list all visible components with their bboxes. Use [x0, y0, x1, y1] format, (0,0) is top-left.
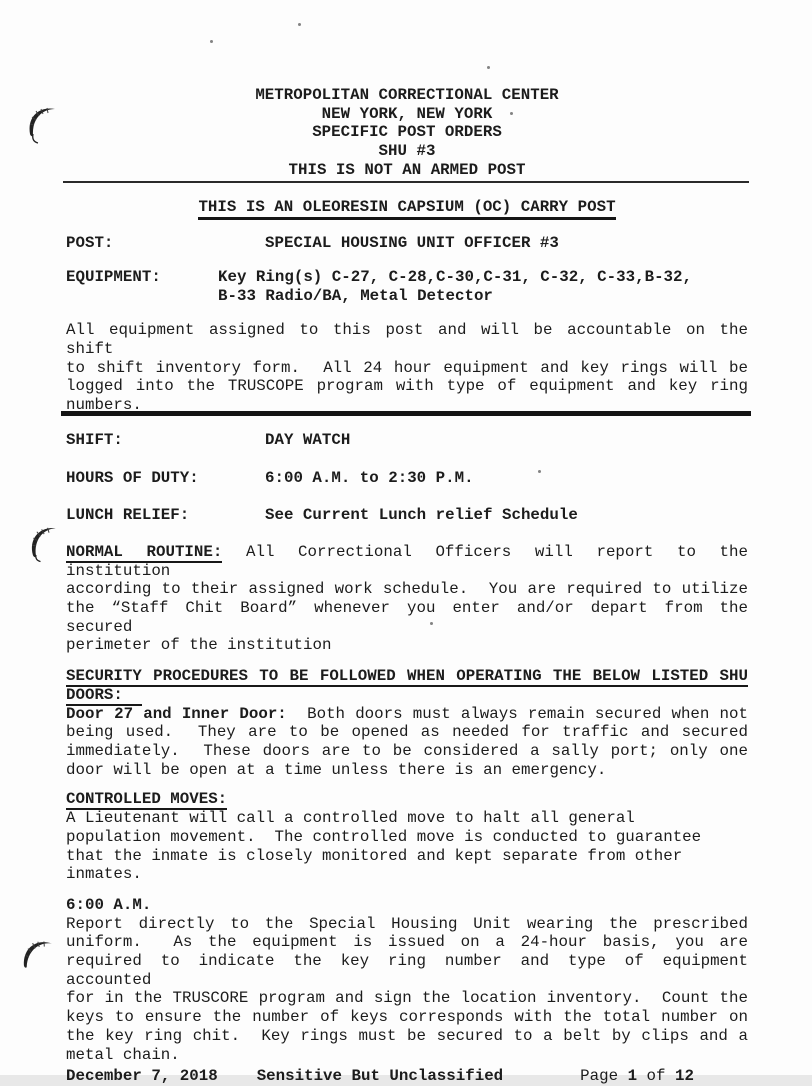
footer-page-number	[580, 1067, 694, 1086]
text-line	[66, 543, 748, 580]
text-segment: NEW YORK, NEW YORK	[321, 104, 493, 123]
text-line	[66, 809, 748, 828]
normal-routine-paragraph	[66, 543, 748, 655]
underlined-heading-text: NORMAL ROUTINE:	[66, 542, 223, 561]
footer-date: December 7, 2018	[66, 1067, 218, 1086]
text-segment: metal chain.	[66, 1045, 180, 1064]
text-segment: according to their assigned work schedule. You are required to utilize	[66, 580, 748, 599]
text-line	[66, 599, 748, 636]
bold-text: 6:00 A.M.	[66, 895, 152, 914]
shift-row	[66, 431, 748, 450]
text-line	[66, 1008, 748, 1027]
text-segment: keys to ensure the number of keys corresponds with the total number on	[66, 1008, 748, 1027]
text-line	[66, 915, 748, 934]
text-segment: immediately. These doors are to be considered a sally port; only one	[66, 741, 748, 760]
scan-speck	[298, 23, 301, 26]
text-segment: perimeter of the institution	[66, 636, 332, 655]
text-segment: All Correctional Officers will report to the institution	[66, 542, 748, 580]
text-line	[66, 359, 748, 378]
text-segment: logged into the TRUSCOPE program with type of equipment and key ring	[66, 377, 748, 396]
oc-banner-row	[66, 198, 748, 217]
lunch-relief-value: See Current Lunch relief Schedule	[265, 506, 578, 525]
hours-of-duty-value: 6:00 A.M. to 2:30 P.M.	[265, 468, 474, 487]
scan-speck	[487, 66, 490, 69]
text-segment: required to indicate the key ring number and type of equipment accounted	[66, 952, 748, 989]
text-segment: the key ring chit. Key rings must be secured to a belt by clips and a	[66, 1026, 748, 1045]
underlined-heading-text: CONTROLLED MOVES:	[66, 790, 228, 809]
text-segment: All equipment assigned to this post and will be accountable on the shift	[66, 321, 748, 359]
text-segment: numbers.	[66, 396, 142, 415]
post-row	[66, 234, 748, 253]
underlined-heading-text: DOORS:	[66, 685, 142, 704]
six-am-heading	[66, 896, 748, 915]
text-line	[66, 105, 748, 124]
text-segment: SPECIFIC POST ORDERS	[312, 123, 502, 142]
text-line	[66, 828, 748, 847]
equipment-accountability-paragraph	[66, 321, 748, 415]
text-line	[66, 761, 748, 780]
oc-carry-post-banner: THIS IS AN OLEORESIN CAPSIUM (OC) CARRY POST	[198, 198, 615, 220]
hours-of-duty-label: HOURS OF DUTY:	[66, 468, 199, 487]
text-line	[66, 705, 748, 724]
text-line	[66, 580, 748, 599]
controlled-moves-paragraph	[66, 809, 748, 884]
text-line	[66, 989, 748, 1008]
equipment-row	[66, 268, 748, 305]
scan-speck	[510, 112, 513, 115]
footer-classification: Sensitive But Unclassified	[256, 1067, 504, 1086]
shift-value: DAY WATCH	[265, 430, 351, 449]
text-segment: population movement. The controlled move is conducted to guarantee	[66, 827, 702, 846]
text-line	[66, 123, 748, 142]
bold-text: Door 27 and Inner Door:	[66, 704, 287, 723]
text-line	[66, 142, 748, 161]
scan-artifact-crescent	[17, 934, 62, 981]
controlled-moves-heading	[66, 790, 748, 809]
post-value: SPECIAL HOUSING UNIT OFFICER #3	[265, 234, 559, 253]
equipment-value	[218, 268, 692, 305]
text-segment: that the inmate is closely monitored and kept separate from other	[66, 846, 683, 865]
lunch-relief-label: LUNCH RELIEF:	[66, 506, 190, 525]
text-line	[66, 896, 748, 915]
text-segment: for in the TRUSCORE program and sign the location inventory. Count the	[66, 989, 748, 1008]
lunch-relief-row	[66, 506, 748, 525]
text-line	[66, 377, 748, 396]
text-segment: THIS IS NOT AN ARMED POST	[288, 160, 526, 179]
text-segment: uniform. As the equipment is issued on a 24-hour basis, you are	[66, 933, 748, 952]
text-line	[66, 865, 748, 884]
text-segment: A Lieutenant will call a controlled move to halt all general	[66, 809, 635, 828]
scan-speck	[538, 470, 541, 473]
post-label: POST:	[66, 234, 114, 253]
text-line	[66, 321, 748, 358]
six-am-paragraph	[66, 915, 748, 1065]
underlined-heading-text: SECURITY PROCEDURES TO BE FOLLOWED WHEN OPERATING THE BELOW LISTED SHU	[66, 667, 748, 686]
bold-text: 12	[674, 1067, 694, 1086]
text-line	[66, 1046, 748, 1065]
section-divider-rule	[61, 411, 751, 416]
text-segment: Both doors must always remain secured when not	[286, 704, 748, 723]
text-line	[580, 1067, 694, 1086]
text-segment: to shift inventory form. All 24 hour equipment and key rings will be	[66, 358, 748, 377]
door-27-paragraph	[66, 705, 748, 780]
text-segment: of	[637, 1067, 675, 1086]
document-footer	[66, 1067, 748, 1086]
text-segment: SHU #3	[378, 142, 436, 161]
scan-artifact-crescent	[24, 103, 64, 145]
text-segment: Report directly to the Special Housing Unit wearing the prescribed	[66, 914, 748, 933]
header-divider-rule	[63, 181, 749, 183]
text-line	[66, 667, 748, 686]
scan-artifact-crescent	[24, 521, 68, 566]
text-line	[66, 1027, 748, 1046]
security-procedures-heading	[66, 667, 748, 704]
text-line	[66, 686, 748, 705]
text-line	[66, 86, 748, 105]
equipment-label: EQUIPMENT:	[66, 267, 161, 286]
text-line	[66, 723, 748, 742]
text-segment: METROPOLITAN CORRECTIONAL CENTER	[255, 86, 559, 104]
text-line	[66, 636, 748, 655]
text-segment: the “Staff Chit Board” whenever you enter and/or depart from the secured	[66, 599, 748, 636]
text-segment: Page	[580, 1067, 628, 1086]
text-segment: B-33 Radio/BA, Metal Detector	[218, 286, 493, 305]
text-segment: being used. They are to be opened as needed for traffic and secured	[66, 723, 748, 742]
scan-speck	[210, 40, 213, 43]
text-line	[66, 952, 748, 989]
text-segment: Key Ring(s) C-27, C-28,C-30,C-31, C-32, C-33,B-32,	[218, 267, 692, 286]
bold-text: 1	[627, 1067, 638, 1086]
text-line	[66, 742, 748, 761]
text-line	[218, 268, 692, 287]
text-line	[218, 287, 692, 306]
text-line	[66, 161, 748, 180]
hours-of-duty-row	[66, 469, 748, 488]
text-line	[66, 790, 748, 809]
shift-label: SHIFT:	[66, 430, 123, 449]
scan-speck	[430, 622, 433, 625]
text-line	[66, 933, 748, 952]
document-header	[66, 0, 748, 180]
text-segment: inmates.	[66, 865, 142, 884]
text-line	[66, 847, 748, 866]
text-segment: door will be open at a time unless there is an emergency.	[66, 760, 607, 779]
